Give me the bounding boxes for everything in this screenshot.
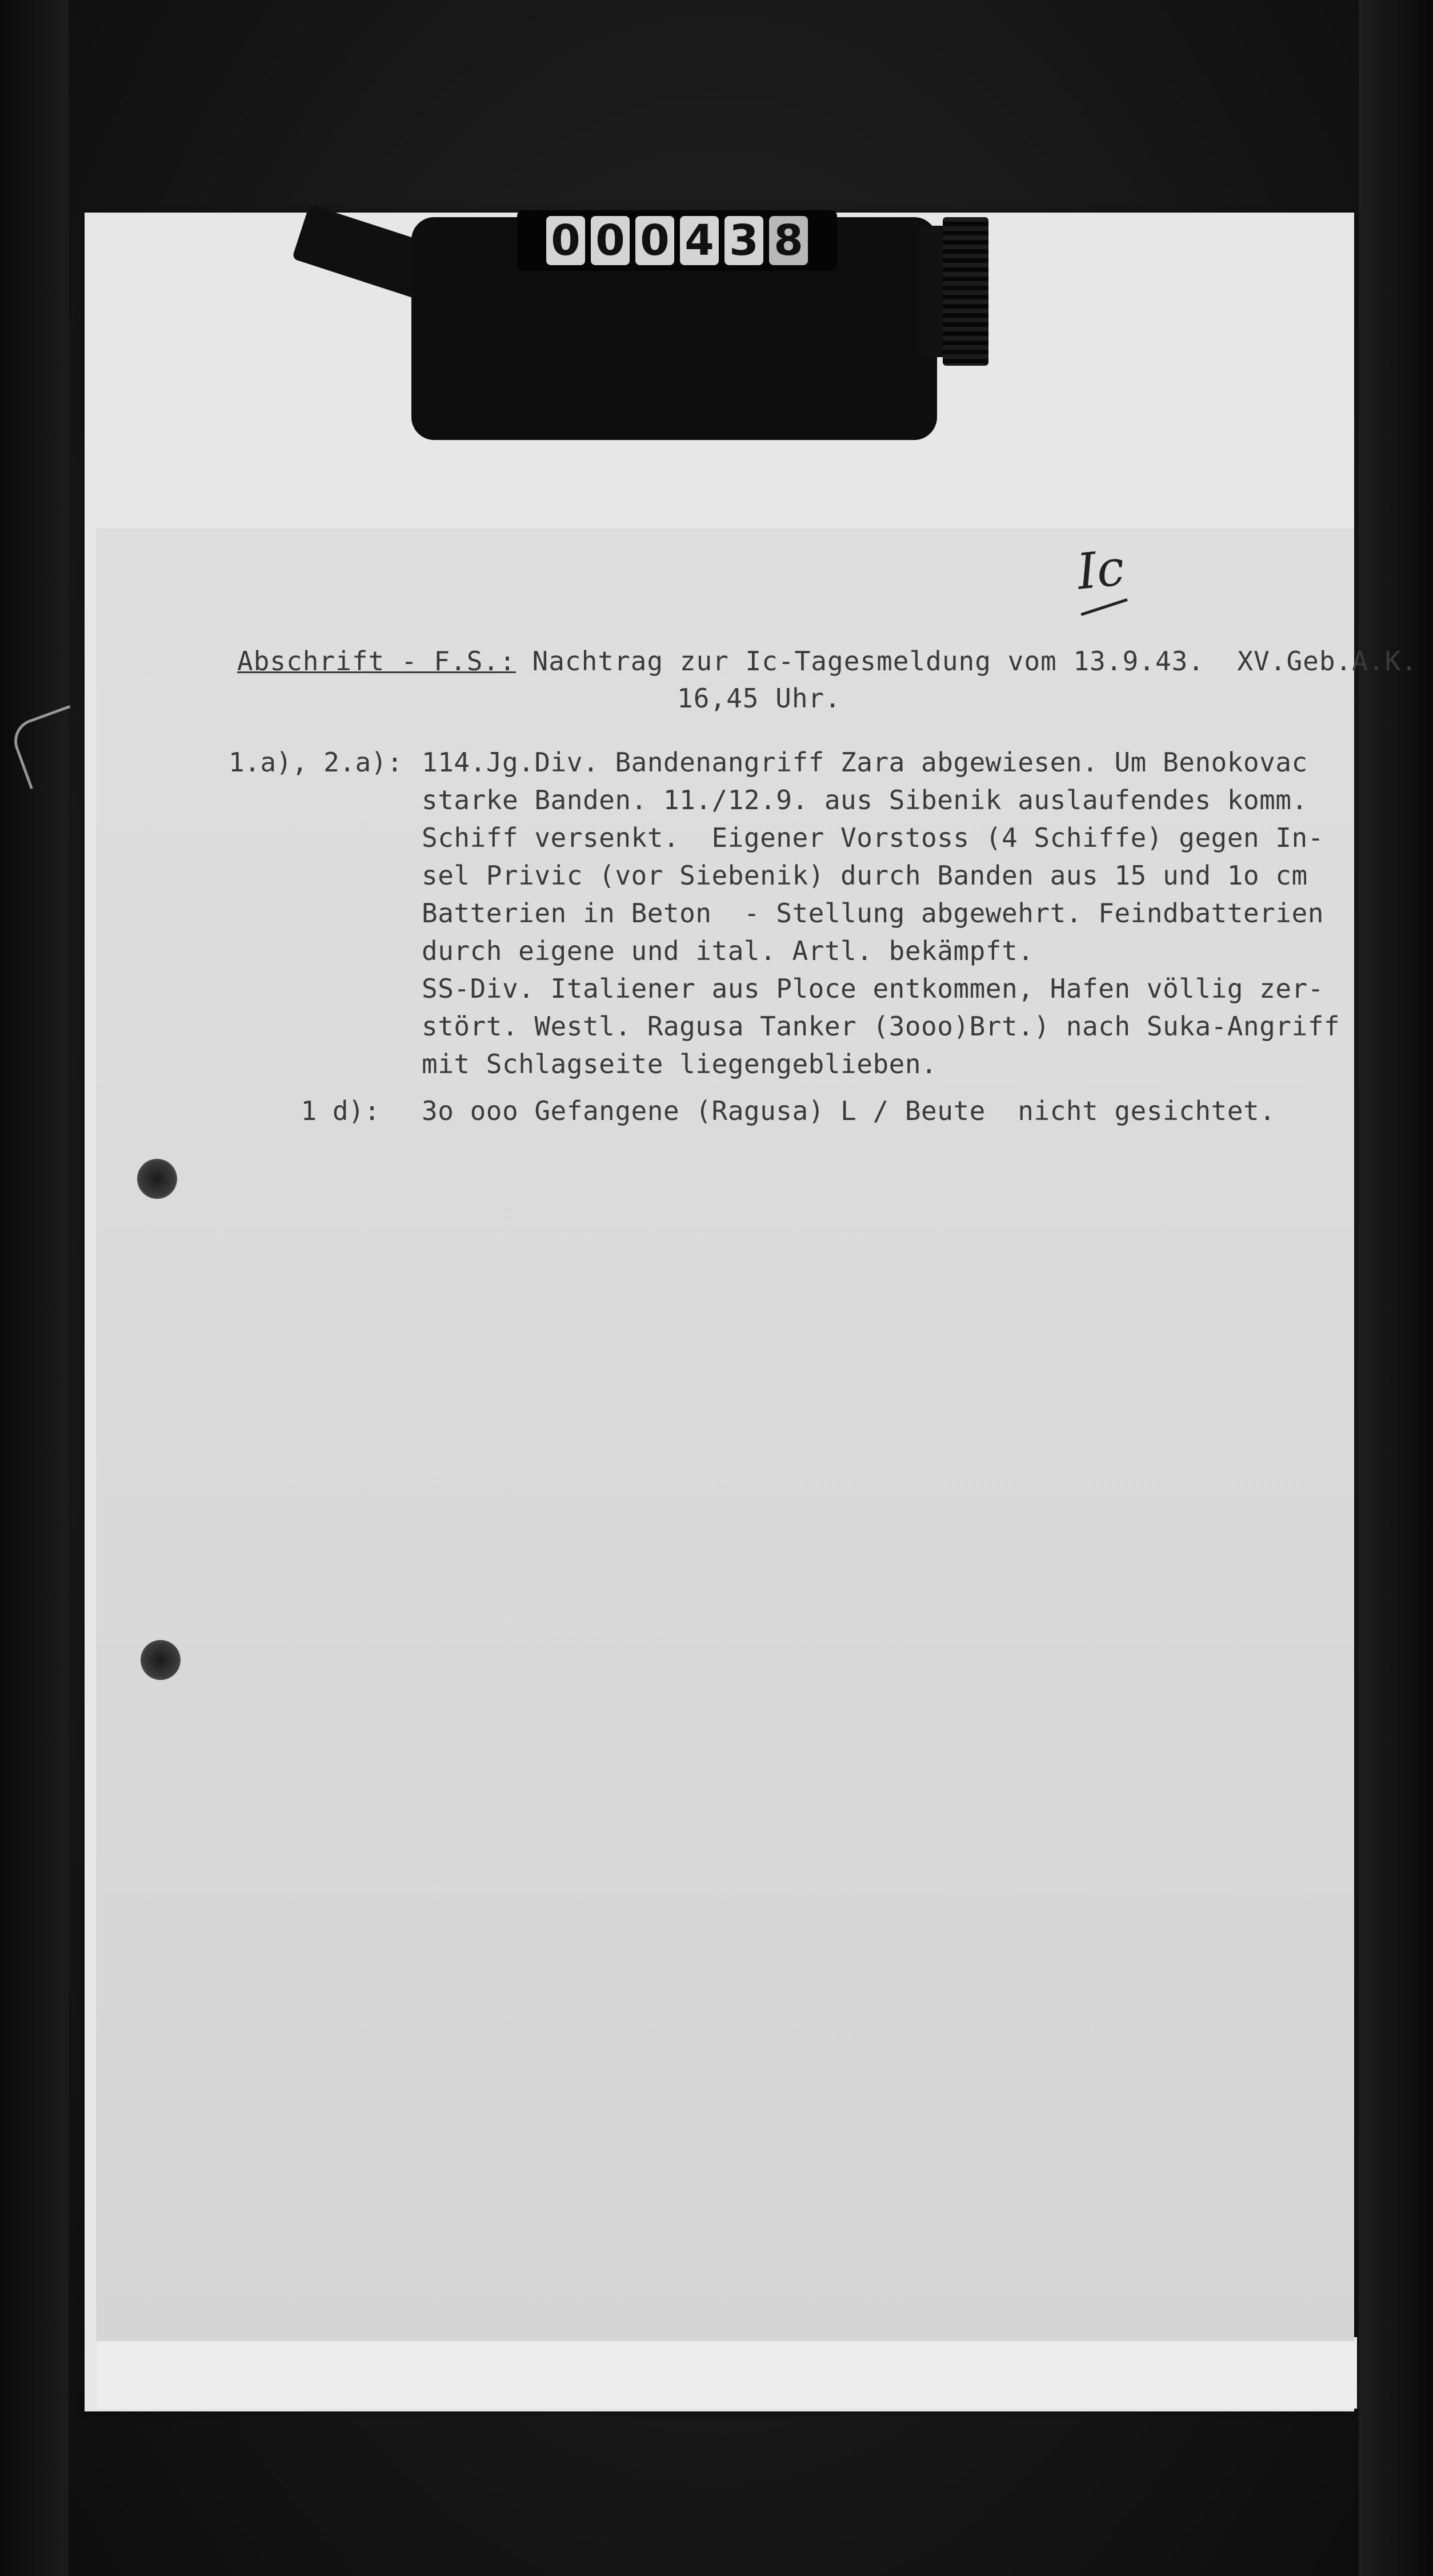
counter-digit: 0 (591, 216, 630, 265)
header-text: Nachtrag zur Ic-Tagesmeldung vom 13.9.43. XV.Geb.A.K. (515, 646, 1418, 677)
section-line: 114.Jg.Div. Bandenangriff Zara abgewiesen. Um Benokovac (422, 747, 1308, 778)
document-header (237, 646, 1418, 677)
counter-digit: 0 (546, 216, 585, 265)
counter-digit: 8 (769, 216, 808, 265)
ic-stamp: Ic (1074, 539, 1127, 601)
counter-digit: 0 (635, 216, 674, 265)
section-line: durch eigene und ital. Artl. bekämpft. (422, 935, 1034, 966)
frame-counter (517, 210, 837, 271)
counter-digit: 4 (680, 216, 719, 265)
section-line: SS-Div. Italiener aus Ploce entkommen, Hafen völlig zer- (422, 973, 1324, 1004)
section-line: 3o ooo Gefangene (Ragusa) L / Beute nicht gesichtet. (422, 1095, 1276, 1126)
film-edge-right (1359, 0, 1433, 2576)
punch-hole (141, 1640, 181, 1680)
section-line: stört. Westl. Ragusa Tanker (3ooo)Brt.) nach Suka-Angriff (422, 1011, 1340, 1042)
header-time: 16,45 Uhr. (677, 683, 841, 714)
section-line: mit Schlagseite liegengeblieben. (422, 1049, 938, 1079)
section-line: sel Privic (vor Siebenik) durch Banden aus 15 und 1o cm (422, 860, 1308, 891)
section-line: Schiff versenkt. Eigener Vorstoss (4 Schiffe) gegen In- (422, 822, 1324, 853)
punch-hole (137, 1159, 177, 1199)
section-label: 1 d): (301, 1095, 380, 1126)
abschrift-label: Abschrift - F.S.: (237, 646, 516, 677)
section-line: Batterien in Beton - Stellung abgewehrt. Feindbatterien (422, 898, 1324, 929)
section-line: starke Banden. 11./12.9. aus Sibenik auslaufendes komm. (422, 785, 1308, 815)
sheet-bottom-strip (97, 2337, 1357, 2409)
counter-digit: 3 (724, 216, 763, 265)
counter-knob-icon (943, 217, 988, 366)
section-label: 1.a), 2.a): (229, 747, 403, 778)
film-edge-left (0, 0, 69, 2576)
